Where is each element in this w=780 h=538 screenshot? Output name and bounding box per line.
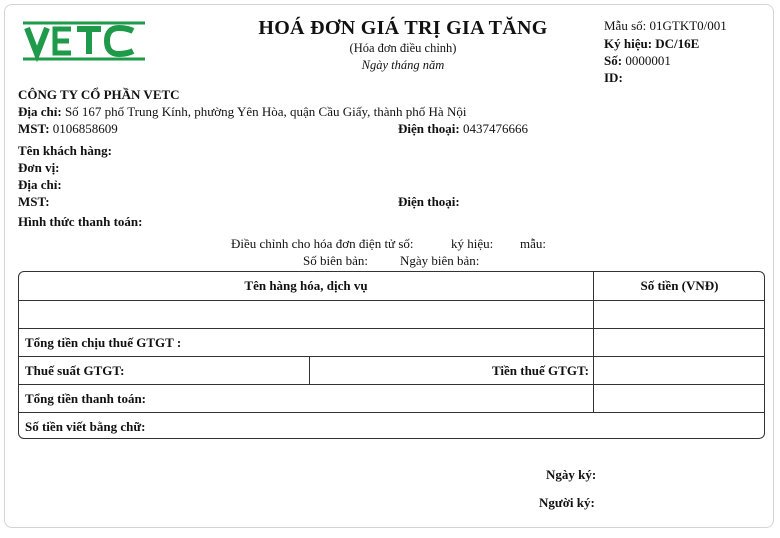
invoice-date-line: Ngày tháng năm [361, 58, 445, 72]
adjusted-form-label: mẫu: [520, 236, 546, 251]
record-number-label: Số biên bản: [303, 253, 368, 268]
invoice-title: HOÁ ĐƠN GIÁ TRỊ GIA TĂNG [258, 17, 548, 39]
invoice-number [604, 53, 671, 69]
buyer-tax-label: MST: [18, 194, 50, 209]
grand-total-label: Tổng tiền thanh toán: [25, 390, 146, 406]
record-date-label: Ngày biên bản: [400, 253, 480, 268]
invoice-number-label: Số: [604, 53, 623, 68]
seller-phone [398, 121, 528, 137]
taxable-total-row [19, 329, 764, 357]
table-header-row [19, 272, 764, 301]
amount-column-divider [593, 272, 594, 413]
table-row [19, 301, 764, 329]
invoice-page [4, 4, 774, 528]
grand-total-row [19, 385, 764, 413]
buyer-address-label: Địa chỉ: [18, 177, 62, 192]
vat-amount-label: Tiền thuế GTGT: [491, 362, 589, 378]
payment-method-label: Hình thức thanh toán: [18, 214, 143, 229]
seller-tax-value: 0106858609 [52, 121, 118, 136]
column-header-amount: Số tiền (VNĐ) [640, 278, 719, 293]
customer-name-label: Tên khách hàng: [18, 143, 112, 158]
taxable-total-label: Tổng tiền chịu thuế GTGT : [25, 334, 182, 350]
invoice-subtitle: (Hóa đơn điều chỉnh) [349, 41, 457, 55]
adjusted-symbol-label: ký hiệu: [451, 236, 494, 251]
seller-tax-code [18, 121, 118, 137]
amount-in-words-row [19, 413, 764, 439]
seller-tax-label: MST: [18, 121, 50, 136]
seller-address [18, 104, 466, 120]
signer-label: Người ký: [539, 495, 595, 510]
invoice-id-label: ID: [604, 70, 623, 85]
invoice-number-value: 0000001 [625, 53, 671, 68]
seller-address-label: Địa chỉ: [18, 104, 62, 119]
seller-address-value: Số 167 phố Trung Kính, phường Yên Hòa, quận Cầu Giấy, thành phố Hà Nội [64, 104, 467, 119]
column-header-goods: Tên hàng hóa, dịch vụ [244, 278, 368, 293]
form-number: Mẫu số: 01GTKT0/001 [604, 18, 727, 33]
vat-rate-label: Thuế suất GTGT: [25, 362, 125, 378]
buyer-unit-label: Đơn vị: [18, 160, 60, 175]
seller-phone-value: 0437476666 [463, 121, 528, 136]
vat-row-divider [309, 357, 310, 385]
amount-in-words-label: Số tiền viết bằng chữ: [25, 418, 146, 434]
seller-name: CÔNG TY CỔ PHẦN VETC [18, 87, 180, 102]
buyer-phone-label: Điện thoại: [398, 194, 460, 209]
serial-symbol: Ký hiệu: DC/16E [604, 36, 700, 51]
seller-phone-label: Điện thoại: [398, 121, 460, 136]
vat-row [19, 357, 764, 385]
invoice-table [18, 271, 765, 439]
adjusted-invoice-label: Điều chỉnh cho hóa đơn điện tử số: [231, 236, 414, 251]
sign-date-label: Ngày ký: [546, 467, 597, 482]
